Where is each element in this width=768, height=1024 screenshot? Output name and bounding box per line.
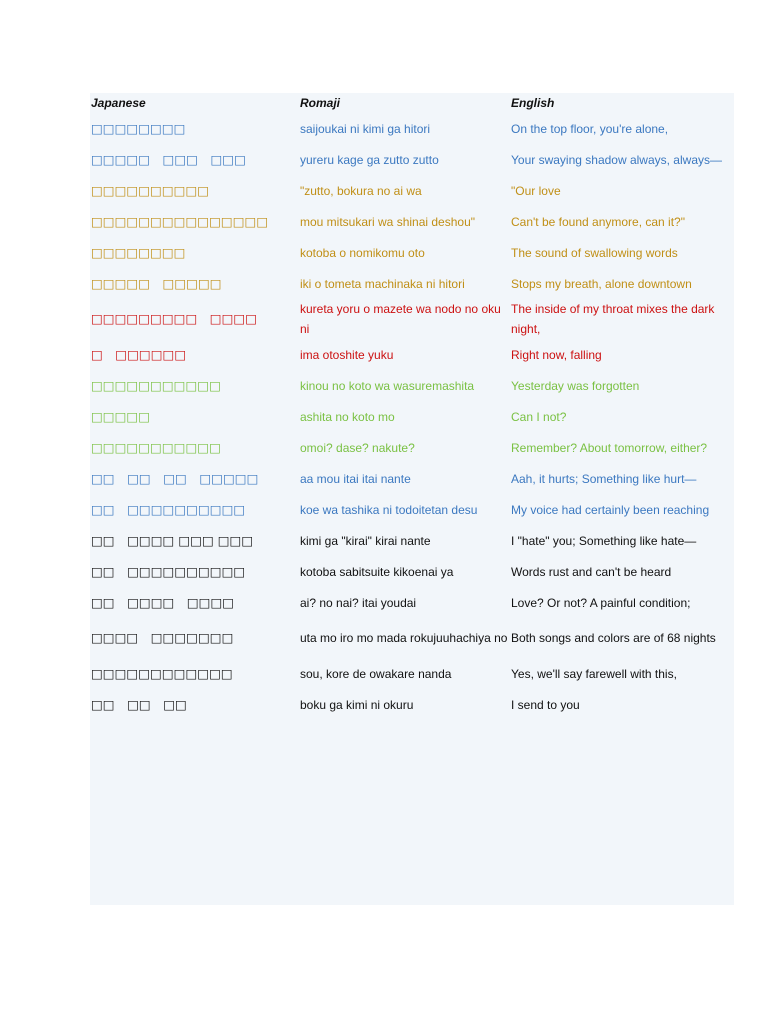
japanese-cell: □□ □□□□ □□□ □□□	[91, 532, 254, 548]
japanese-cell: □□□□□	[91, 408, 151, 424]
japanese-cell: □□ □□□□□□□□□□	[91, 501, 246, 517]
romaji-cell: sou, kore de owakare nanda	[300, 666, 452, 681]
header-japanese: Japanese	[91, 96, 146, 110]
japanese-cell: □□□□□□□□□□□□	[91, 665, 233, 681]
header-romaji: Romaji	[300, 96, 341, 110]
romaji-cell: kinou no koto wa wasuremashita	[300, 378, 475, 393]
english-cell: Both songs and colors are of 68 nights	[511, 631, 716, 645]
romaji-cell: "zutto, bokura no ai wa	[300, 183, 422, 198]
romaji-cell: kotoba o nomikomu oto	[300, 245, 425, 260]
japanese-cell: □□□□□ □□□□□	[91, 275, 222, 291]
japanese-cell: □□ □□ □□ □□□□□	[91, 470, 259, 486]
lyrics-table	[90, 93, 734, 720]
japanese-cell: □□ □□ □□	[91, 696, 187, 712]
japanese-cell: □□□□□□□□□□□	[91, 377, 221, 393]
table-row	[90, 206, 734, 237]
english-cell: Aah, it hurts; Something like hurt—	[511, 471, 697, 486]
japanese-cell: □□□□□□□□□ □□□□	[91, 311, 258, 326]
english-cell: The sound of swallowing words	[511, 245, 678, 260]
japanese-cell: □□□□□□□□	[91, 120, 186, 136]
table-row	[90, 463, 734, 494]
english-cell: Words rust and can't be heard	[511, 564, 672, 579]
japanese-cell: □□□□□□□□□□□	[91, 439, 221, 455]
table-row	[90, 268, 734, 299]
english-cell: The inside of my throat mixes the dark night,	[511, 302, 715, 336]
japanese-cell: □□ □□□□□□□□□□	[91, 563, 246, 579]
header-row	[90, 93, 734, 113]
english-cell: Stops my breath, alone downtown	[511, 276, 692, 291]
table-row	[90, 144, 734, 175]
table-row	[90, 299, 734, 339]
table-row	[90, 556, 734, 587]
english-cell: Can I not?	[511, 409, 567, 424]
romaji-cell: aa mou itai itai nante	[300, 471, 411, 486]
romaji-cell: yureru kage ga zutto zutto	[300, 152, 439, 167]
table-row	[90, 432, 734, 463]
romaji-cell: mou mitsukari wa shinai deshou"	[300, 214, 476, 229]
table-row	[90, 587, 734, 618]
romaji-cell: koe wa tashika ni todoitetan desu	[300, 502, 478, 517]
table-row	[90, 525, 734, 556]
table-row	[90, 113, 734, 144]
english-cell: "Our love	[511, 183, 561, 198]
romaji-cell: boku ga kimi ni okuru	[300, 697, 414, 712]
romaji-cell: kimi ga "kirai" kirai nante	[300, 533, 431, 548]
romaji-cell: ashita no koto mo	[300, 409, 395, 424]
english-cell: I "hate" you; Something like hate—	[511, 533, 697, 548]
english-cell: Love? Or not? A painful condition;	[511, 595, 691, 610]
table-row	[90, 401, 734, 432]
romaji-cell: saijoukai ni kimi ga hitori	[300, 121, 431, 136]
english-cell: Your swaying shadow always, always—	[511, 152, 722, 167]
table-row	[90, 237, 734, 268]
japanese-cell: □□□□ □□□□□□□	[91, 630, 234, 645]
romaji-cell: iki o tometa machinaka ni hitori	[300, 276, 465, 291]
english-cell: Yesterday was forgotten	[511, 378, 640, 393]
japanese-cell: □ □□□□□□	[91, 346, 187, 362]
romaji-cell: ai? no nai? itai youdai	[300, 595, 417, 610]
japanese-cell: □□□□□□□□	[91, 244, 186, 260]
table-row	[90, 494, 734, 525]
japanese-cell: □□□□□□□□□□	[91, 182, 210, 198]
table-row	[90, 175, 734, 206]
header-english: English	[511, 96, 555, 110]
table-row	[90, 658, 734, 689]
english-cell: On the top floor, you're alone,	[511, 121, 669, 136]
romaji-cell: omoi? dase? nakute?	[300, 440, 415, 455]
romaji-cell: ima otoshite yuku	[300, 347, 394, 362]
table-row	[90, 370, 734, 401]
romaji-cell: kotoba sabitsuite kikoenai ya	[300, 564, 454, 579]
romaji-cell: kureta yoru o mazete wa nodo no oku ni	[300, 302, 501, 336]
english-cell: Can't be found anymore, can it?"	[511, 214, 685, 229]
japanese-cell: □□ □□□□ □□□□	[91, 594, 235, 610]
english-cell: Right now, falling	[511, 347, 602, 362]
japanese-cell: □□□□□ □□□ □□□	[91, 151, 246, 167]
table-row	[90, 618, 734, 658]
table-row	[90, 339, 734, 370]
english-cell: Yes, we'll say farewell with this,	[511, 666, 677, 681]
english-cell: Remember? About tomorrow, either?	[511, 440, 708, 455]
japanese-cell: □□□□□□□□□□□□□□□	[91, 213, 269, 229]
english-cell: I send to you	[511, 697, 580, 712]
table-row	[90, 689, 734, 720]
romaji-cell: uta mo iro mo mada rokujuuhachiya no	[300, 631, 508, 645]
english-cell: My voice had certainly been reaching	[511, 502, 710, 517]
